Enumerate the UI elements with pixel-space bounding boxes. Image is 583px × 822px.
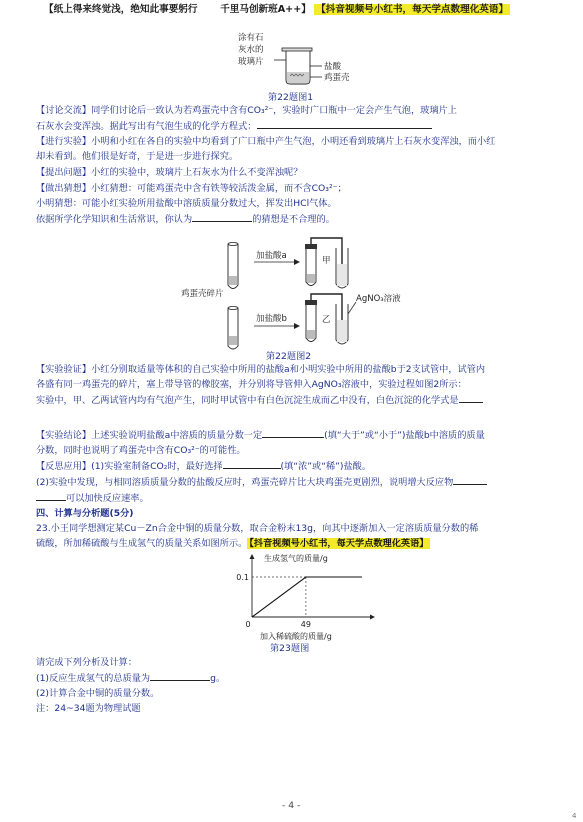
task-2: (2)计算合金中铜的质量分数。: [36, 688, 160, 699]
hypothesis-line-1: 【做出猜想】小红猜想：可能鸡蛋壳中含有铁等较活泼金属，而不含CO₃²⁻；: [36, 183, 347, 194]
page-header: [44, 4, 510, 16]
question-23-block: [36, 521, 546, 551]
verify-block: [36, 362, 546, 408]
hypothesis-line-2: 小明猜想：可能小红实验所用盐酸中溶质质量分数过大，挥发出HCl气体。: [36, 198, 337, 209]
fig2-label-acid-b: 加盐酸b: [256, 314, 287, 324]
answer-blank-reactant[interactable]: [453, 474, 487, 485]
page-number: - 4 -: [282, 800, 301, 811]
fig2-label-acid-a: 加盐酸a: [256, 251, 287, 261]
q23-line-1: 23.小王同学想测定某Cu－Zn合金中铜的质量分数，取合金粉末13g，向其中逐渐加入一定溶质质量分数的稀: [36, 523, 479, 534]
y-tick-0.1: 0.1: [236, 573, 249, 582]
task-1a: (1)反应生成氢气的总质量为: [36, 673, 151, 684]
verify-line-3: 实验中，甲、乙两试管内均有气泡产生，同时甲试管中有白色沉淀生成而乙中没有，白色沉淀的化学式是: [36, 395, 459, 406]
question-line-1: 【提出问题】小红的实验中，玻璃片上石灰水为什么不变浑浊呢？: [36, 167, 303, 178]
answer-blank-reactant-cont[interactable]: [36, 490, 66, 501]
fig1-label-4: 盐酸: [324, 62, 342, 72]
header-left: 【纸上得来终觉浅，绝知此事要躬行: [44, 4, 198, 15]
conclusion-line-2: 分数，同时也说明了鸡蛋壳中含有CO₃²⁻的可能性。: [36, 445, 246, 456]
reflection-line-1b: (填“浓”或“稀”)盐酸。: [280, 461, 372, 472]
answer-blank-hypothesis[interactable]: [192, 211, 252, 222]
verify-line-2: 各盛有同一鸡蛋壳的碎片，塞上带导管的橡胶塞，并分别将导管伸入AgNO₃溶液中，实验过程如图2所示：: [36, 379, 467, 390]
x-axis-label: 加入稀硫酸的质量/g: [260, 632, 332, 641]
hypothesis-line-3b: 的猜想是不合理的。: [252, 214, 335, 225]
answer-blank-equation[interactable]: [257, 118, 432, 129]
reflection-line-1a: 【反思应用】(1)实验室制备CO₂时，最好选择: [36, 461, 223, 472]
y-axis-arrow: [250, 554, 255, 559]
figure-1-caption: 第22题图1: [268, 92, 314, 103]
answer-blank-hydrogen[interactable]: [150, 670, 210, 681]
section-4-title: 四、计算与分析题(5分): [36, 508, 134, 519]
discussion-line-2: 石灰水会变浑浊。据此写出有气泡生成的化学方程式：: [36, 121, 257, 132]
answer-blank-precipitate[interactable]: [459, 392, 483, 403]
answer-blank-acid[interactable]: [223, 458, 281, 469]
figure-1-apparatus: [230, 30, 360, 92]
discussion-block: [36, 103, 546, 134]
x-tick-49: 49: [300, 620, 311, 629]
verify-line-1: 【实验验证】小红分别取适量等体积的自己实验中所用的盐酸a和小明实验中所用的盐酸b于2支试管中，试管内: [36, 364, 486, 375]
experiment-line-1: 【进行实验】小明和小红在各自的实验中均看到了广口瓶中产生气泡，小明还看到玻璃片上石灰水变浑浊，而小红: [36, 136, 496, 147]
task-1b: g。: [210, 673, 226, 684]
x-tick-0: 0: [245, 620, 251, 629]
fig2-label-yi: 乙: [322, 315, 331, 325]
figure-2-caption: 第22题图2: [266, 351, 312, 362]
corner-number: 4: [572, 812, 577, 820]
fig2-label-jia: 甲: [322, 256, 331, 266]
hypothesis-block: [36, 181, 546, 227]
header-middle: 千里马创新班A++】: [220, 4, 311, 15]
experiment-line-2: 却未看到。他们很是好奇，于是进一步进行探究。: [36, 151, 239, 162]
fig1-label-1: 涂有石: [238, 33, 264, 43]
note: 注：24~34题为物理试题: [36, 703, 141, 714]
reflection-line-2: (2)实验中发现，与相同溶质质量分数的盐酸反应时，鸡蛋壳碎片比大块鸡蛋壳更剧烈，说明增大反应物: [36, 477, 454, 488]
header-highlight: 【抖音视频号小红书，每天学点数理化英语】: [316, 4, 509, 15]
fig1-label-5: 鸡蛋壳: [324, 73, 350, 83]
tasks-intro: 请完成下列分析及计算：: [36, 657, 138, 668]
hypothesis-line-3a: 依据所学化学知识和生活常识，你认为: [36, 214, 193, 225]
conclusion-block: [36, 427, 546, 458]
y-axis-label: 生成氢气的质量/g: [264, 554, 328, 563]
question-block: [36, 165, 546, 180]
conclusion-line-1a: 【实验结论】上述实验说明盐酸a中溶质的质量分数一定: [36, 430, 263, 441]
series-line: [252, 577, 362, 617]
fig1-label-2: 灰水的: [238, 45, 264, 55]
discussion-line-1: 【讨论交流】同学们讨论后一致认为若鸡蛋壳中含有CO₃²⁻，实验时广口瓶中一定会产生气泡，玻璃片上: [36, 105, 457, 116]
fig1-label-3: 玻璃片: [238, 57, 264, 67]
hydrogen-mass-chart: [228, 553, 378, 641]
experiment-block: [36, 134, 546, 164]
x-axis-arrow: [370, 615, 375, 620]
fig2-label-agno3: AgNO₃溶液: [356, 294, 401, 304]
figure-3-caption: 第23题图: [270, 643, 310, 654]
reflection-line-3: 可以加快反应速率。: [66, 493, 149, 504]
fig2-label-shell: 鸡蛋壳碎片: [181, 289, 224, 299]
tasks-block: [36, 655, 546, 716]
figure-2-apparatus: [176, 230, 426, 350]
conclusion-line-1b: (填“大于”或“小于”)盐酸b中溶质的质量: [324, 430, 485, 441]
answer-blank-compare[interactable]: [262, 427, 324, 438]
q23-line-2: 硫酸，所加稀硫酸与生成氢气的质量关系如图所示。: [36, 538, 248, 549]
reflection-block: [36, 458, 546, 506]
q23-highlight: 【抖音视频号小红书，每天学点数理化英语】: [249, 538, 429, 549]
